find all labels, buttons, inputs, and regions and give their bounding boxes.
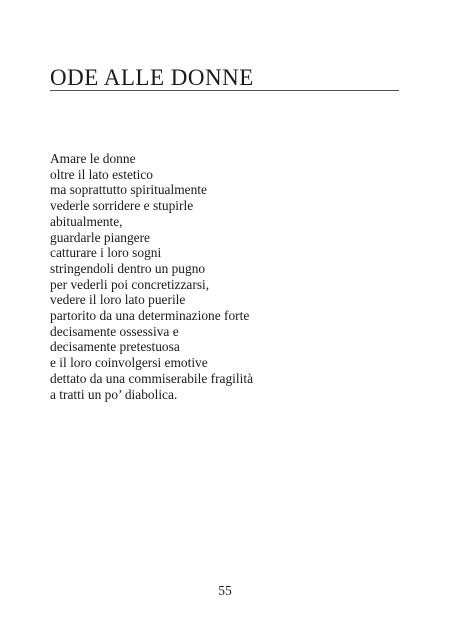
poem-line: Amare le donne [50,151,136,166]
poem-line: decisamente ossessiva e [50,323,179,339]
poem-line: vedere il loro lato puerile [50,292,186,308]
poem-line: decisamente pretestuosa [50,339,180,355]
page-number: 55 [218,583,232,598]
poem-line: per vederli poi concretizzarsi, [50,276,210,292]
poem-line: catturare i loro sogni [50,245,162,261]
poem-line: a tratti un po’ diabolica. [50,386,178,402]
poem-line: ma soprattutto spiritualmente [50,182,207,198]
poem-line: partorito da una determinazione forte [50,308,250,324]
title-rule [50,90,399,91]
poem-body [50,151,253,402]
poem-line: dettato da una commiserabile fragilità [50,370,254,386]
poem-line: oltre il lato estetico [50,166,153,182]
poem-line: guardarle piangere [50,229,150,245]
poem-line: abitualmente, [50,213,123,229]
poem-line: stringendoli dentro un pugno [50,260,206,276]
poem-line: vederle sorridere e stupirle [50,198,194,214]
poem-line: e il loro coinvolgersi emotive [50,355,208,371]
page-title: ODE ALLE DONNE [50,65,254,90]
